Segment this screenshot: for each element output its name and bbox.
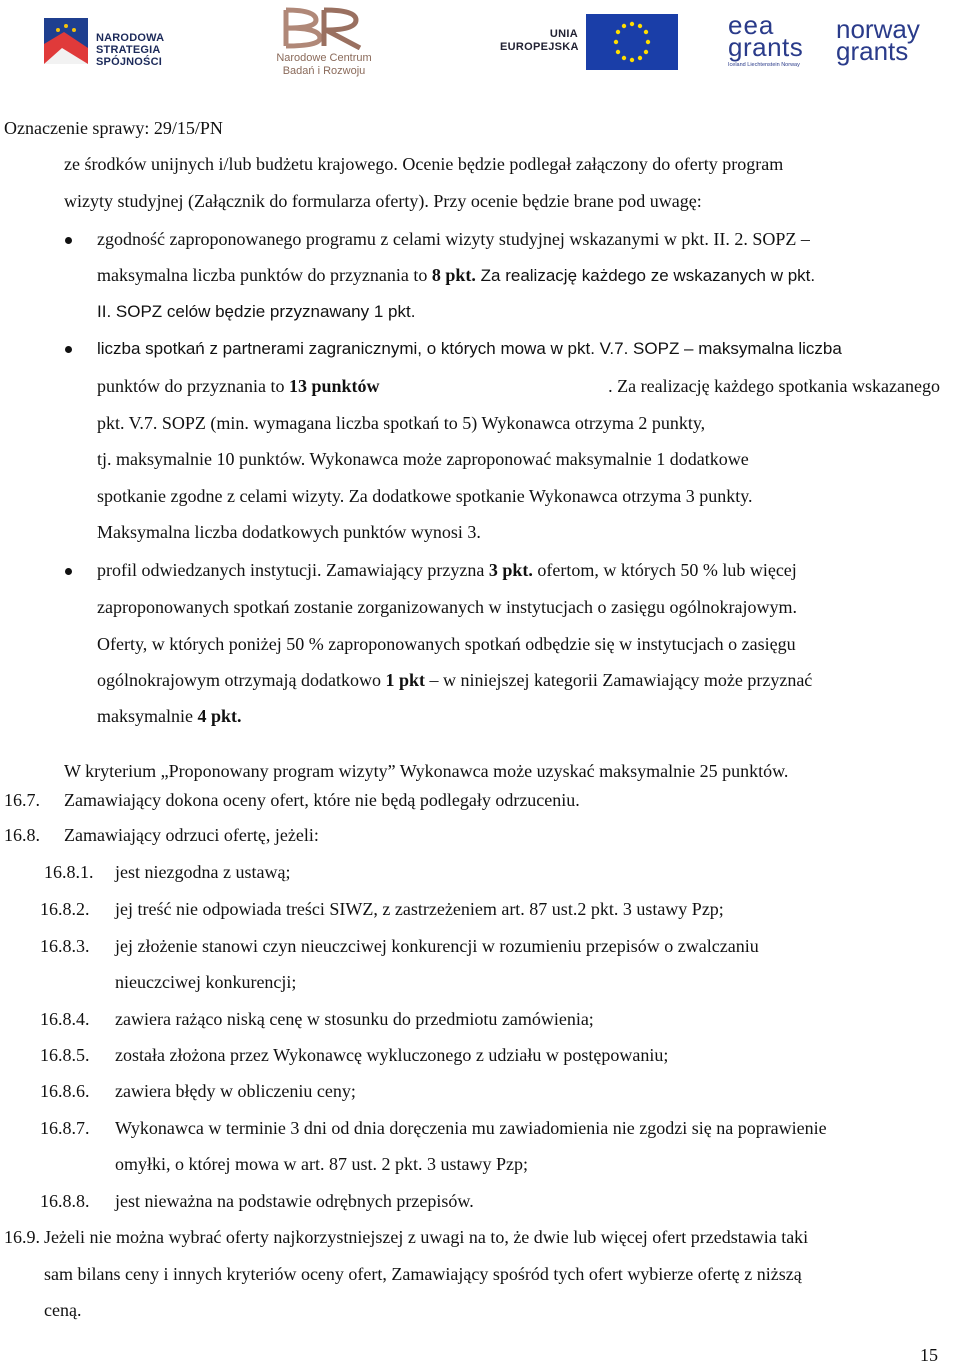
bullet-1-line-1: zgodność zaproponowanego programu z celami wizyty studyjnej wskazanymi w pkt. II. 2. SOPZ –	[97, 229, 810, 249]
section-16-9-number: 16.9.	[4, 1227, 40, 1247]
eea-grants-logo	[728, 10, 824, 72]
item-16-8-7-line-1: Wykonawca w terminie 3 dni od dnia doręczenia mu zawiadomienia nie zgodzi się na poprawienie	[115, 1118, 827, 1138]
item-16-8-6-text: zawiera błędy w obliczeniu ceny;	[115, 1081, 356, 1101]
item-16-8-3-number: 16.8.3.	[40, 936, 90, 956]
bullet-2-icon	[65, 346, 72, 353]
case-reference: Oznaczenie sprawy: 29/15/PN	[4, 118, 223, 138]
section-16-9-line-3: ceną.	[44, 1300, 82, 1320]
item-16-8-1-text: jest niezgodna z ustawą;	[115, 862, 291, 882]
eu-flag-icon	[586, 14, 678, 70]
intro-line-1: ze środków unijnych i/lub budżetu krajowego. Ocenie będzie podlegał załączony do oferty program	[64, 154, 784, 174]
ncbr-line2: Badań i Rozwoju	[282, 65, 366, 77]
item-16-8-8-text: jest nieważna na podstawie odrębnych przepisów.	[115, 1191, 474, 1211]
norway-line1: norway	[836, 14, 920, 44]
bullet-2-line-5: spotkanie zgodne z celami wizyty. Za dodatkowe spotkanie Wykonawca otrzyma 3 punkty.	[97, 486, 753, 506]
page-number: 15	[920, 1345, 938, 1365]
bullet-2-line-2: punktów do przyznania to 13 punktów . Za realizację każdego spotkania wskazanego	[97, 376, 940, 396]
bullet-1-line-3: II. SOPZ celów będzie przyznawany 1 pkt.	[97, 302, 416, 321]
item-16-8-4-number: 16.8.4.	[40, 1009, 90, 1029]
bullet-3-line-1: profil odwiedzanych instytucji. Zamawiający przyzna 3 pkt. ofertom, w których 50 % lub więcej	[97, 560, 797, 580]
item-16-8-3-line-2: nieuczciwej konkurencji;	[115, 972, 297, 992]
eea-line1: eea	[728, 10, 775, 40]
nss-logo	[44, 16, 214, 74]
item-16-8-2-number: 16.8.2.	[40, 899, 90, 919]
nss-line2: STRATEGIA SPÓJNOŚCI	[96, 44, 162, 68]
bullet-2-line-4: tj. maksymalnie 10 punktów. Wykonawca może zaproponować maksymalnie 1 dodatkowe	[97, 449, 749, 469]
ncbr-monogram-icon	[276, 6, 372, 50]
section-16-9-line-1: Jeżeli nie można wybrać oferty najkorzystniejszej z uwagi na to, że dwie lub więcej ofert przedstawia taki	[44, 1227, 809, 1247]
bullet-3-line-3: Oferty, w których poniżej 50 % zaproponowanych spotkań odbędzie się w instytucjach o zasięgu	[97, 634, 796, 654]
nss-flag-icon	[44, 18, 88, 64]
bullet-2-line-3: pkt. V.7. SOPZ (min. wymagana liczba spotkań to 5) Wykonawca otrzyma 2 punkty,	[97, 413, 706, 433]
eu-line1: UNIA	[549, 28, 578, 40]
section-16-9-line-2: sam bilans ceny i innych kryteriów oceny ofert, Zamawiający spośród tych ofert wybierze ofertę z niższą	[44, 1264, 802, 1284]
section-16-7-number: 16.7.	[4, 790, 40, 810]
bullet-3-line-4: ogólnokrajowym otrzymają dodatkowo 1 pkt – w niniejszej kategorii Zamawiający może przyznać	[97, 670, 813, 690]
ncbr-logo	[254, 6, 394, 82]
eu-logo	[498, 14, 688, 70]
item-16-8-7-line-2: omyłki, o której mowa w art. 87 ust. 2 pkt. 3 ustawy Pzp;	[115, 1154, 528, 1174]
bullet-2-line-1: liczba spotkań z partnerami zagranicznymi, o których mowa w pkt. V.7. SOPZ – maksymalna liczba	[97, 339, 842, 358]
section-16-8-text: Zamawiający odrzuci ofertę, jeżeli:	[64, 825, 319, 845]
item-16-8-7-number: 16.8.7.	[40, 1118, 90, 1138]
ncbr-line1: Narodowe Centrum	[276, 52, 372, 64]
item-16-8-3-line-1: jej złożenie stanowi czyn nieuczciwej konkurencji w rozumieniu przepisów o zwalczaniu	[115, 936, 759, 956]
item-16-8-1-number: 16.8.1.	[44, 862, 94, 882]
item-16-8-5-text: została złożona przez Wykonawcę wykluczonego z udziału w postępowaniu;	[115, 1045, 669, 1065]
item-16-8-8-number: 16.8.8.	[40, 1191, 90, 1211]
bullet-3-line-2: zaproponowanych spotkań zostanie zorganizowanych w instytucjach o zasięgu ogólnokrajowym.	[97, 597, 797, 617]
item-16-8-2-text: jej treść nie odpowiada treści SIWZ, z zastrzeżeniem art. 87 ust.2 pkt. 3 ustawy Pzp;	[115, 899, 724, 919]
criterion-summary: W kryterium „Proponowany program wizyty” Wykonawca może uzyskać maksymalnie 25 punktów.	[64, 761, 789, 781]
section-16-7-text: Zamawiający dokona oceny ofert, które nie będą podlegały odrzuceniu.	[64, 790, 580, 810]
norway-grants-logo	[836, 14, 956, 70]
bullet-3-icon	[65, 568, 72, 575]
item-16-8-5-number: 16.8.5.	[40, 1045, 90, 1065]
norway-line2: grants	[836, 36, 909, 66]
intro-line-2: wizyty studyjnej (Załącznik do formularza oferty). Przy ocenie będzie brane pod uwagę:	[64, 191, 702, 211]
item-16-8-4-text: zawiera rażąco niską cenę w stosunku do przedmiotu zamówienia;	[115, 1009, 594, 1029]
bullet-1-line-2: maksymalna liczba punktów do przyznania to 8 pkt. Za realizację każdego ze wskazanych w pkt.	[97, 265, 816, 285]
eu-line2: EUROPEJSKA	[500, 41, 579, 53]
bullet-3-line-5: maksymalnie 4 pkt.	[97, 706, 242, 726]
item-16-8-6-number: 16.8.6.	[40, 1081, 90, 1101]
nss-line1: NARODOWA	[96, 32, 165, 44]
eea-sub: Iceland Liechtenstein Norway	[728, 62, 800, 68]
header-logos	[0, 0, 960, 90]
section-16-8-number: 16.8.	[4, 825, 40, 845]
bullet-1-icon	[65, 237, 72, 244]
bullet-2-line-6: Maksymalna liczba dodatkowych punktów wynosi 3.	[97, 522, 481, 542]
eea-line2: grants	[728, 32, 804, 62]
